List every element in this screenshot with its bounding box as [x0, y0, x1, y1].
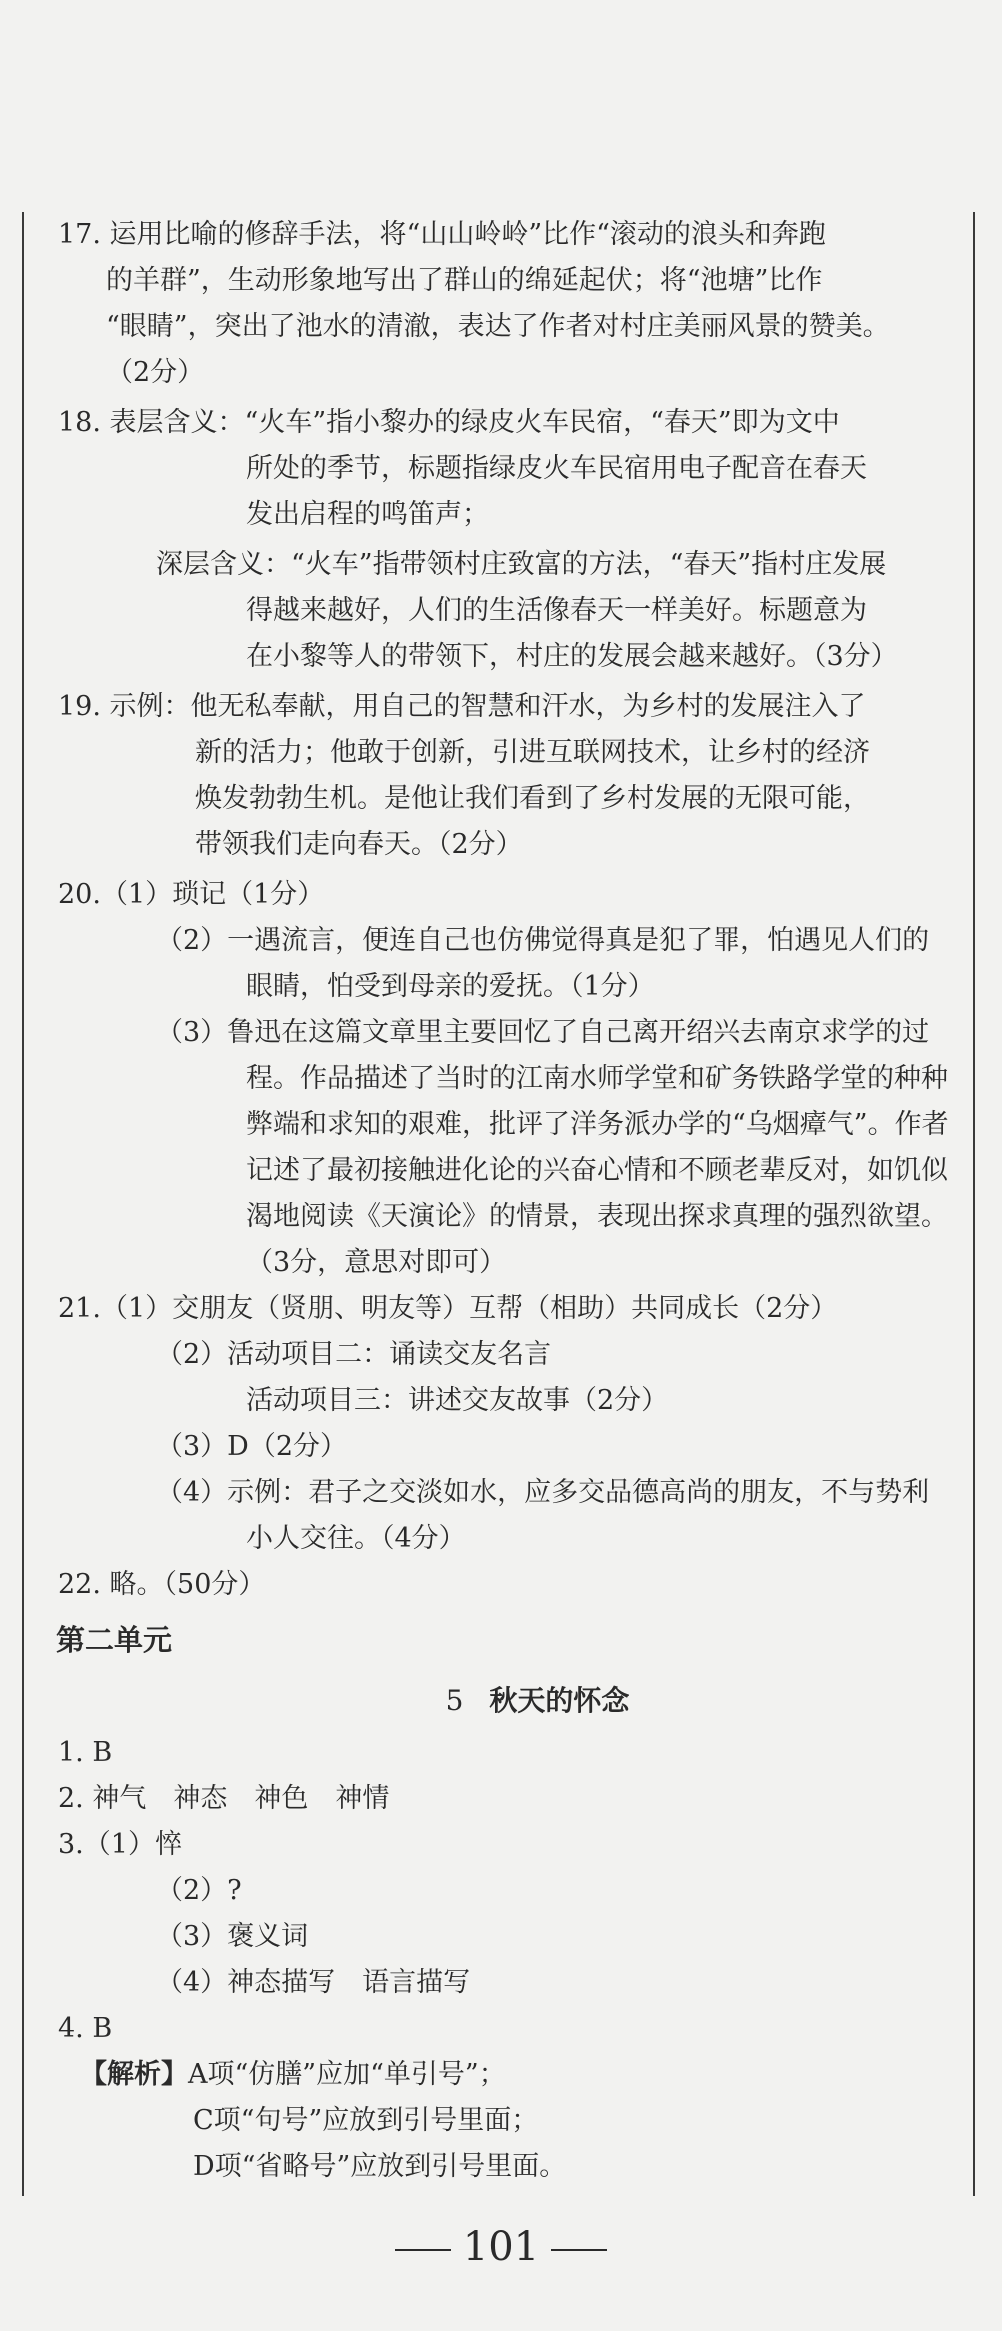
text-line: 在小黎等人的带领下，村庄的发展会越来越好。（3分） [246, 641, 898, 672]
text-line: 得越来越好，人们的生活像春天一样美好。标题意为 [246, 595, 867, 626]
analysis-block [50, 2052, 955, 2190]
text-line: 弊端和求知的艰难，批评了洋务派办学的“乌烟瘴气”。作者 [246, 1109, 949, 1140]
right-margin-rule [973, 212, 975, 2196]
text-line: （3）褒义词 [156, 1921, 309, 1952]
text-line: 新的活力；他敢于创新，引进互联网技术，让乡村的经济 [195, 737, 870, 768]
text-line: 所处的季节，标题指绿皮火车民宿用电子配音在春天 [246, 453, 867, 484]
text-line: （3）鲁迅在这篇文章里主要回忆了自己离开绍兴去南京求学的过 [156, 1017, 930, 1048]
lesson-number: 5 [445, 1684, 464, 1717]
text-line: 深层含义：“火车”指带领村庄致富的方法，“春天”指村庄发展 [156, 549, 887, 580]
text-line: 的羊群”，生动形象地写出了群山的绵延起伏；将“池塘”比作 [106, 265, 823, 296]
text-line: 21.（1）交朋友（贤朋、明友等）互帮（相助）共同成长（2分） [58, 1293, 838, 1324]
exercise-3 [50, 1822, 955, 2006]
answer-19 [50, 684, 955, 868]
text-line [50, 2052, 955, 2098]
text-line: （2）一遇流言，便连自己也仿佛觉得真是犯了罪，怕遇见人们的 [156, 925, 930, 956]
text-line: 焕发勃勃生机。是他让我们看到了乡村发展的无限可能， [195, 783, 870, 814]
text-line: （2分） [106, 357, 205, 388]
text-line: 3.（1）悴 [58, 1829, 182, 1860]
lesson-title: 秋天的怀念 [489, 1684, 630, 1717]
text-line: （3分，意思对即可） [246, 1247, 507, 1278]
text-line: 20.（1）琐记（1分） [58, 879, 325, 910]
dash-right [551, 2249, 607, 2251]
exercise-2: 2. 神气 神态 神色 神情 [58, 1783, 390, 1814]
analysis-line: D项“省略号”应放到引号里面。 [193, 2151, 567, 2182]
text-line: 小人交往。（4分） [246, 1523, 466, 1554]
text-line: （2）? [156, 1875, 242, 1906]
lesson-heading [50, 1672, 955, 1730]
analysis-line: C项“句号”应放到引号里面； [193, 2105, 539, 2136]
text-line: （2）活动项目二：诵读交友名言 [156, 1339, 552, 1370]
answer-17 [50, 212, 955, 396]
unit-title: 第二单元 [56, 1623, 173, 1657]
text-line: 眼睛，怕受到母亲的爱抚。（1分） [246, 971, 655, 1002]
analysis-line: A项“仿膳”应加“单引号”； [188, 2059, 506, 2090]
text-line: （3）D（2分） [156, 1431, 348, 1462]
text-line: 活动项目三：讲述交友故事（2分） [246, 1385, 669, 1416]
text-line: 17. 运用比喻的修辞手法，将“山山岭岭”比作“滚动的浪头和奔跑 [58, 219, 826, 250]
page-number [0, 2212, 1002, 2282]
answer-18 [50, 400, 955, 680]
text-line: “眼睛”，突出了池水的清澈，表达了作者对村庄美丽风景的赞美。 [106, 311, 890, 342]
text-line: 带领我们走向春天。（2分） [195, 829, 523, 860]
analysis-tag: 【解析】 [80, 2059, 188, 2090]
exercise-4: 4. B [58, 2013, 113, 2044]
answer-content [50, 212, 955, 2190]
text-line: 记述了最初接触进化论的兴奋心情和不顾老辈反对，如饥似 [246, 1155, 948, 1186]
exercise-1: 1. B [58, 1737, 113, 1768]
answer-21 [50, 1286, 955, 1562]
text-line: 19. 示例：他无私奉献，用自己的智慧和汗水，为乡村的发展注入了 [58, 691, 866, 722]
answer-20 [50, 872, 955, 1286]
text-line: （4）神态描写 语言描写 [156, 1967, 471, 1998]
text-line: 渴地阅读《天演论》的情景，表现出探求真理的强烈欲望。 [246, 1201, 948, 1232]
dash-left [395, 2249, 451, 2251]
page-number-value: 101 [462, 2224, 540, 2270]
text-line: 程。作品描述了当时的江南水师学堂和矿务铁路学堂的种种 [246, 1063, 948, 1094]
text-line: 18. 表层含义：“火车”指小黎办的绿皮火车民宿，“春天”即为文中 [58, 407, 840, 438]
answer-22: 22. 略。（50分） [58, 1569, 266, 1600]
text-line: 发出启程的鸣笛声； [246, 499, 489, 530]
text-line: （4）示例：君子之交淡如水，应多交品德高尚的朋友，不与势利 [156, 1477, 930, 1508]
left-margin-rule [22, 212, 24, 2196]
